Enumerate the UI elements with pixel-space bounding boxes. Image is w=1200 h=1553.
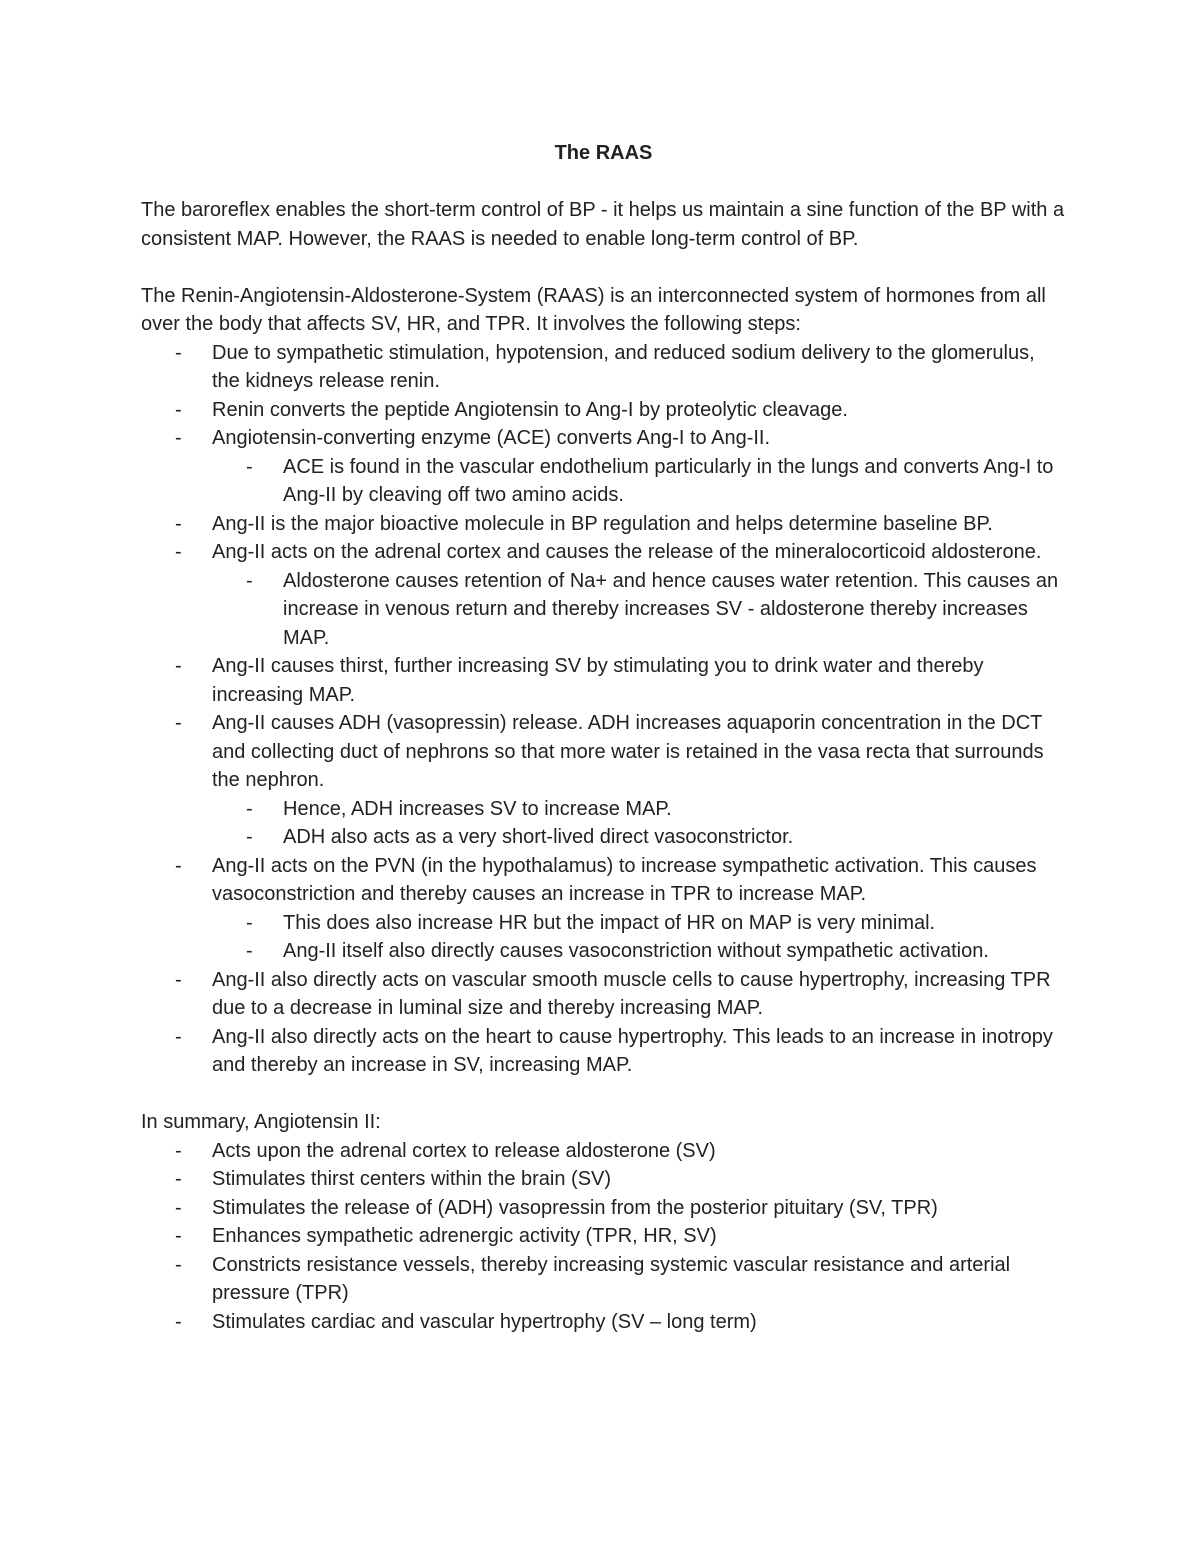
list-item (141, 652, 1066, 709)
list-item-text: Ang-II causes thirst, further increasing SV by stimulating you to drink water and thereby increasing MAP. (212, 655, 984, 706)
list-item (141, 510, 1066, 539)
sub-list-item (212, 937, 1066, 966)
summary-list (141, 1137, 1066, 1337)
sub-list (212, 795, 1066, 852)
list-item-text: Ang-II also directly acts on the heart to cause hypertrophy. This leads to an increase in inotropy and thereby an increase in SV, increasing MAP. (212, 1025, 1053, 1076)
summary-intro: In summary, Angiotensin II: (141, 1111, 381, 1133)
list-item-text: Ang-II acts on the adrenal cortex and causes the release of the mineralocorticoid aldosterone. (212, 541, 1042, 563)
sub-list-item-text: Hence, ADH increases SV to increase MAP. (283, 797, 672, 820)
list-item (141, 339, 1066, 396)
list-item (141, 1023, 1066, 1080)
document-title: The RAAS (554, 142, 653, 164)
steps-list (141, 339, 1066, 1080)
summary-item-text: Acts upon the adrenal cortex to release aldosterone (SV) (212, 1139, 716, 1162)
list-item (141, 424, 1066, 510)
dash-bullet: - (175, 398, 182, 421)
intro-paragraph: The baroreflex enables the short-term control of BP - it helps us maintain a sine function of the BP with a consistent MAP. However, the RAAS is needed to enable long-term control of BP. (141, 199, 1065, 250)
sub-list-item (212, 453, 1066, 510)
list-item-text: Angiotensin-converting enzyme (ACE) converts Ang-I to Ang-II. (212, 427, 771, 449)
dash-bullet: - (175, 712, 182, 734)
dash-bullet: - (175, 512, 182, 535)
dash-bullet: - (175, 968, 182, 991)
dash-bullet: - (246, 455, 253, 478)
list-item-text: Ang-II causes ADH (vasopressin) release. ADH increases aquaporin concentration in the DCT and collecting duct of nephrons so that more water is retained in the vasa recta that surrounds the nephron. (212, 712, 1044, 791)
list-item (141, 966, 1066, 1023)
summary-item (141, 1222, 1066, 1251)
summary-item (141, 1194, 1066, 1223)
summary-item (141, 1137, 1066, 1166)
dash-bullet: - (175, 1253, 182, 1276)
sub-list-item-text: Aldosterone causes retention of Na+ and hence causes water retention. This causes an increase in venous return and thereby increases SV - aldosterone thereby increases MAP. (283, 569, 1059, 649)
dash-bullet: - (175, 1196, 182, 1219)
list-item (141, 709, 1066, 852)
paragraph-gap (141, 253, 1066, 282)
dash-bullet: - (175, 655, 182, 677)
sub-list (212, 453, 1066, 510)
sub-list (212, 567, 1066, 653)
sub-list-item-text: Ang-II itself also directly causes vasoconstriction without sympathetic activation. (283, 940, 989, 962)
dash-bullet: - (246, 940, 253, 962)
dash-bullet: - (175, 541, 182, 563)
summary-item (141, 1308, 1066, 1337)
sub-list-item (212, 795, 1066, 824)
dash-bullet: - (175, 1139, 182, 1162)
summary-item-text: Stimulates the release of (ADH) vasopressin from the posterior pituitary (SV, TPR) (212, 1196, 938, 1219)
list-item-text: Ang-II also directly acts on vascular smooth muscle cells to cause hypertrophy, increasing TPR due to a decrease in luminal size and thereby increasing MAP. (212, 968, 1051, 1019)
system-intro-paragraph: The Renin-Angiotensin-Aldosterone-System (RAAS) is an interconnected system of hormones from all over the body that affects SV, HR, and TPR. It involves the following steps: (141, 284, 1046, 335)
paragraph-gap (141, 1080, 1066, 1109)
list-item (141, 396, 1066, 425)
summary-item (141, 1165, 1066, 1194)
dash-bullet: - (246, 911, 253, 934)
sub-list-item-text: ACE is found in the vascular endothelium particularly in the lungs and converts Ang-I to Ang-II by cleaving off two amino acids. (283, 455, 1054, 506)
list-item-text: Ang-II is the major bioactive molecule in BP regulation and helps determine baseline BP. (212, 512, 993, 535)
dash-bullet: - (175, 1168, 182, 1190)
list-item-text: Renin converts the peptide Angiotensin to Ang-I by proteolytic cleavage. (212, 398, 848, 421)
dash-bullet: - (175, 427, 182, 449)
dash-bullet: - (175, 1310, 182, 1333)
dash-bullet: - (175, 341, 182, 364)
list-item-text: Due to sympathetic stimulation, hypotension, and reduced sodium delivery to the glomerulus, the kidneys release renin. (212, 341, 1035, 392)
sub-list-item-text: ADH also acts as a very short-lived direct vasoconstrictor. (283, 826, 794, 848)
dash-bullet: - (246, 797, 253, 820)
summary-item-text: Enhances sympathetic adrenergic activity (TPR, HR, SV) (212, 1225, 717, 1247)
list-item (141, 852, 1066, 966)
sub-list-item (212, 823, 1066, 852)
dash-bullet: - (246, 826, 253, 848)
list-item-text: Ang-II acts on the PVN (in the hypothalamus) to increase sympathetic activation. This causes vasoconstriction and thereby causes an increase in TPR to increase MAP. (212, 854, 1037, 905)
summary-item-text: Stimulates cardiac and vascular hypertrophy (SV – long term) (212, 1310, 757, 1333)
dash-bullet: - (246, 569, 253, 592)
summary-item (141, 1251, 1066, 1308)
sub-list (212, 909, 1066, 966)
dash-bullet: - (175, 854, 182, 877)
summary-item-text: Stimulates thirst centers within the brain (SV) (212, 1168, 612, 1190)
summary-item-text: Constricts resistance vessels, thereby increasing systemic vascular resistance and arterial pressure (TPR) (212, 1253, 1011, 1304)
dash-bullet: - (175, 1225, 182, 1247)
sub-list-item (212, 909, 1066, 938)
list-item (141, 538, 1066, 652)
dash-bullet: - (175, 1025, 182, 1048)
sub-list-item-text: This does also increase HR but the impact of HR on MAP is very minimal. (283, 911, 936, 934)
document-page (141, 139, 1066, 1336)
sub-list-item (212, 567, 1066, 653)
